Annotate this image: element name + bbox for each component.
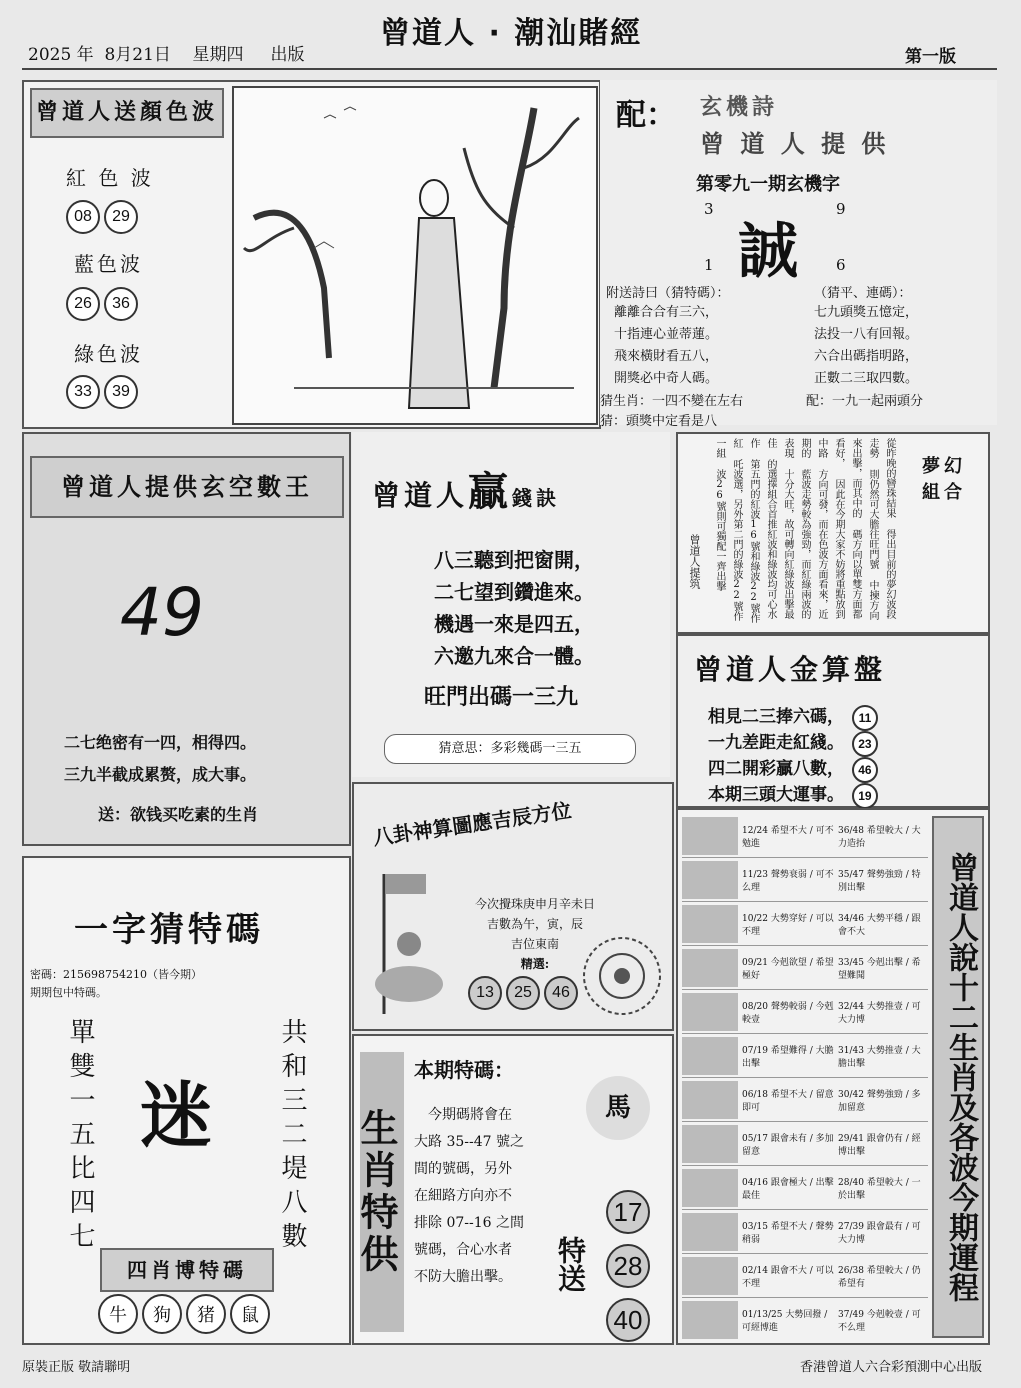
win-line: 機遇一來是四五， [434,612,594,636]
fortune: 聲勢強勁 / 多加留意 [838,1089,921,1113]
animal-icon [682,1301,738,1339]
number-ball: 11 [852,705,878,731]
xuankong-line-2: 三九半截成累赘，成大事。 [64,765,257,784]
one-char-ref: 密碼：215698754210（皆今期） [30,968,202,981]
one-char-heading: 一字猜特碼 [74,910,264,950]
number-ball: 40 [606,1298,650,1342]
win-heading-a: 曾道人 [372,479,469,512]
twelve-row [682,1210,928,1254]
number-ball: 17 [606,1190,650,1234]
warrior-icon [364,864,454,1028]
xuankong-line-1: 二七绝密有一四，相得四。 [64,733,257,752]
twelve-b: 32/44 大勢推壹 / 可大力博 [838,1001,921,1025]
fortune: 今剋較壹 / 可不么理 [838,1309,921,1333]
num: 14 [756,1265,768,1276]
twelve-rows [682,814,928,1341]
win-note-text: 多彩幾碼一三五 [490,741,582,756]
twelve-b: 30/42 聲勢強勁 / 多加留意 [838,1089,921,1113]
poem-period: 第零九一期玄機字 [696,174,840,195]
color-wave-panel [22,80,601,429]
zodiac-special-body [414,1102,524,1291]
fortune: 大勢平穩 / 跟會不大 [838,913,921,937]
footer-right: 香港曾道人六合彩預測中心出版 [800,1360,983,1375]
win-heading-b: 贏 [468,469,513,515]
num: 46 [852,913,864,924]
dream-sign: 曾道人提筑 [688,534,701,589]
num: 16 [756,1177,768,1188]
num: 40 [852,1177,864,1188]
dream-col: 方向可發，而在色波方面看來，近期的 [799,438,827,619]
animal-icon [682,1037,738,1075]
win-lines [434,544,594,672]
animal-icon [682,1213,738,1251]
poem-line: 開獎必中奇人碼。 [614,371,719,386]
animal-icon [682,905,738,943]
twelve-row [682,858,928,902]
num: 45 [852,957,864,968]
win-line: 六邀九來合一體。 [434,644,594,668]
poem-line: 法投一八有回報。 [814,327,919,342]
red-wave-label: 紅 色 波 [66,166,154,190]
win-door: 旺門出碼一三九 [424,684,579,710]
digit: 1 [704,256,714,274]
fortune: 大勢回撥 / 可經博進 [742,1309,828,1333]
num: 39 [852,1221,864,1232]
bagua-title: 八卦神算圖應吉辰方位 [371,798,573,850]
dream-col: 波26號則可獨配一齊出擊 [714,469,725,591]
twelve-a: 07/19 希望難得 / 大膽出擊 [742,1045,834,1069]
abacus-row [708,702,880,728]
num: 34 [838,913,850,924]
zodiac-special-panel [352,1034,674,1345]
abacus-row [708,728,880,754]
green-wave-label: 綠色波 [74,342,143,366]
zodiac-ball: 鼠 [230,1294,270,1334]
num: 36 [838,825,850,836]
num: 04 [742,1177,754,1188]
one-char-right-col: 共和三二堤八數 [277,1018,307,1256]
win-secret-panel [352,432,670,777]
dream-col: 十分大旺，故可轉向紅綠波出擊最佳 [765,438,793,619]
guess-zodiac: 猜生肖：一四不變在左右 [600,394,744,409]
animal-icon [682,1169,738,1207]
twelve-b: 34/46 大勢平穩 / 跟會不大 [838,913,921,937]
twelve-b: 26/38 希望較大 / 仍希望有 [838,1265,921,1289]
fortune: 跟會不大 / 可以不理 [742,1265,834,1289]
num: 35 [838,869,850,880]
one-char-panel [22,856,351,1345]
handwritten-number: 49 [120,574,204,651]
win-note-label: 猜意思： [438,741,491,756]
fortune: 希望不大 / 留意即可 [742,1089,834,1113]
dream-col: 藍波走勢較為強勁，而紅綠兩波的表現 [782,438,810,619]
blue-wave-label: 藍色波 [74,252,143,276]
twelve-row [682,902,928,946]
fortune: 跟會最有 / 可大力博 [838,1221,921,1245]
animal-icon [682,817,738,855]
num: 33 [838,957,850,968]
twelve-a: 10/22 大勢穿好 / 可以不理 [742,913,834,937]
number-ball: 36 [104,287,138,321]
abacus-row [708,780,880,806]
num: 12 [742,825,754,836]
twelve-row [682,814,928,858]
abacus-panel [676,634,990,808]
dream-col: 碼方向以單雙方面都看好， [833,438,861,619]
body-line: 在細路方向亦不 [414,1188,512,1204]
dream-col: 因此在今期大家不妨將重點放到中路 [816,438,844,619]
animal-icon [682,1125,738,1163]
twelve-a: 06/18 希望不大 / 留意即可 [742,1089,834,1113]
num: 11 [742,869,754,880]
poem-right-lines [814,302,918,390]
win-line: 八三聽到把窗開， [434,548,594,572]
num: 02 [742,1265,754,1276]
dream-title: 夢幻組合 [922,456,966,503]
twelve-a: 02/14 跟會不大 / 可以不理 [742,1265,834,1289]
poem-provider: 曾 道 人 提 供 [700,130,890,158]
animal-icon [682,1257,738,1295]
twelve-row [682,1034,928,1078]
twelve-row [682,1166,928,1210]
zodiac-special-side: 生肖特供 [360,1052,404,1332]
body-line: 排除 07--16 之間 [414,1215,524,1231]
zodiac-ball: 狗 [142,1294,182,1334]
bagua-panel [352,782,674,1031]
num: 22 [756,913,768,924]
green-wave-nums [64,375,140,409]
number-ball: 28 [606,1244,650,1288]
num: 09 [742,957,754,968]
num: 26 [838,1265,850,1276]
num: 06 [742,1089,754,1100]
twelve-b: 27/39 跟會最有 / 可大力博 [838,1221,921,1245]
num: 37 [838,1309,850,1320]
special-nums [604,1190,652,1342]
dream-columns [711,438,898,624]
poem-line: 十指連心並蒂蓮。 [614,327,719,342]
blue-wave-nums [64,287,140,321]
num: 05 [742,1133,754,1144]
fortune: 大勢推壹 / 可大力博 [838,1001,921,1025]
num: 07 [742,1045,754,1056]
num: 38 [852,1265,864,1276]
bagua-pick-label: 精選: [520,957,550,971]
twelve-row [682,990,928,1034]
abacus-text: 一九差距走紅綫。 [708,733,844,753]
poem-line: 飛來橫財看五八， [614,349,719,364]
abacus-heading: 曾道人金算盤 [694,653,887,686]
num: 31 [838,1045,850,1056]
num: 03 [742,1221,754,1232]
num: 19 [756,1045,768,1056]
number-ball: 46 [852,757,878,783]
num: 17 [756,1133,768,1144]
abacus-rows [708,702,880,806]
num: 32 [838,1001,850,1012]
masthead-rule [22,68,997,70]
num: 20 [756,1001,768,1012]
fortune: 希望較大 / 仍希望有 [838,1265,921,1289]
win-heading-c: 錢訣 [512,486,561,510]
xuankong-line-3: 送：欲钱买吃素的生肖 [98,805,259,824]
fortune: 希望難得 / 大膽出擊 [742,1045,834,1069]
digit: 9 [836,200,846,218]
num: 25 [771,1309,783,1320]
number-ball: 26 [66,287,100,321]
zodiac-animal: 馬 [586,1076,650,1140]
fortune: 今剋出擊 / 希望難聞 [838,957,921,981]
twelve-row [682,1254,928,1298]
number-ball: 46 [544,976,578,1010]
poem-line: 離離合合有三六， [614,305,719,320]
one-char-big: 迷 [140,1073,213,1158]
twelve-b: 33/45 今剋出擊 / 希望難聞 [838,957,921,981]
number-ball: 13 [468,976,502,1010]
num: 47 [852,869,864,880]
one-char-ref-2: 期期包中特碼。 [30,986,107,999]
num: 44 [852,1001,864,1012]
twelve-row [682,1078,928,1122]
num: 42 [852,1089,864,1100]
footer-left: 原裝正版 敬請聯明 [22,1360,131,1375]
num: 10 [742,913,754,924]
color-wave-heading: 曾道人送顏色波 [30,88,224,138]
dream-col: 的選擇組合首推紅波和綠波均可心水作 [748,438,776,619]
win-note [384,734,636,764]
twelve-a: 05/17 跟會未有 / 多加留意 [742,1133,834,1157]
masthead-title: 曾道人 · 潮汕賭經 [380,16,643,51]
fortune: 大勢穿好 / 可以不理 [742,913,834,937]
animal-icon [682,993,738,1031]
twelve-panel [676,808,990,1345]
date-line: 2025 年 8月21日 星期四 出版 [28,45,305,65]
num: 41 [852,1133,864,1144]
fortune: 希望較大 / 一於出擊 [838,1177,921,1201]
fortune: 希望不大 / 可不勉進 [742,825,834,849]
one-char-left-col: 單雙一五比四七 [65,1018,95,1256]
number-ball: 23 [852,731,878,757]
num: 48 [852,825,864,836]
twelve-a: 08/20 聲勢較弱 / 今剋較壹 [742,1001,834,1025]
scholar-illustration [232,86,598,425]
poem-panel [600,80,997,429]
twelve-a: 01/13/25 大勢回撥 / 可經博進 [742,1309,828,1333]
twelve-side: 曾道人說十二生肖及各波今期運程 [932,816,984,1338]
zodiac-ball: 牛 [98,1294,138,1334]
animal-icon [682,861,738,899]
dream-col: 第五門的紅波16號和綠波22號作紅 [731,438,759,623]
body-line: 號碼，合心水者 [414,1242,512,1258]
bagua-line: 今次攪珠庚申月辛未日 [474,897,595,911]
twelve-b: 36/48 希望較大 / 大力造抬 [838,825,921,849]
twelve-a: 12/24 希望不大 / 可不勉進 [742,825,834,849]
num: 49 [852,1309,864,1320]
dream-col: 吒波選，另外第二門的綠波22號作一組 [714,438,742,621]
num: 18 [756,1089,768,1100]
twelve-row [682,1298,928,1341]
fortune: 希望較大 / 大力造抬 [838,825,921,849]
zodiac-special-heading: 本期特碼： [414,1058,514,1082]
pei-label: 配： [616,98,676,133]
animal-icon [682,1081,738,1119]
dream-panel [676,432,990,634]
twelve-b: 29/41 跟會仍有 / 經博出擊 [838,1133,921,1157]
animal-icon [682,949,738,987]
digit: 6 [836,256,846,274]
twelve-b: 37/49 今剋較壹 / 可不么理 [838,1309,921,1333]
fortune: 跟會未有 / 多加留意 [742,1133,834,1157]
num: 28 [838,1177,850,1188]
four-zodiac [96,1294,272,1334]
twelve-a: 11/23 聲勢衰弱 / 可不么理 [742,869,834,893]
fortune: 聲勢強勁 / 特別出擊 [838,869,921,893]
dream-col: 中揀方向來出擊，而其中的 [850,438,878,620]
number-ball: 25 [506,976,540,1010]
number-ball: 33 [66,375,100,409]
pei2: 配：一九一起兩頭分 [806,394,924,409]
red-wave-nums [64,200,140,234]
twelve-row [682,946,928,990]
fortune: 大勢推壹 / 大膽出擊 [838,1045,921,1069]
number-ball: 19 [852,783,878,809]
masthead [0,0,1021,80]
four-zodiac-title: 四肖博特碼 [100,1248,274,1292]
twelve-b: 28/40 希望較大 / 一於出擊 [838,1177,921,1201]
fortune: 跟會極大 / 出擊最佳 [742,1177,834,1201]
num: 13 [756,1309,768,1320]
body-line: 間的號碼，另外 [414,1161,512,1177]
big-character: 誠 [738,217,798,287]
fortune: 今剋欲望 / 希望極好 [742,957,834,981]
xuankong-panel [22,432,351,846]
poem-line: 七九頭獎五憶定， [814,305,919,320]
twelve-a: 09/21 今剋欲望 / 希望極好 [742,957,834,981]
poem-subtitle: 玄機詩 [700,95,779,120]
dream-col: 得出目前的夢幻波段走勢 [867,438,895,619]
num: 43 [852,1045,864,1056]
digit: 3 [704,200,714,218]
poem-right-head: （猜平、連碼）： [814,286,912,301]
edition-label: 第一版 [905,47,956,67]
abacus-text: 本期三頭大運事。 [708,785,844,805]
twelve-b: 35/47 聲勢強勁 / 特別出擊 [838,869,921,893]
win-line: 二七望到鑽進來。 [434,580,594,604]
guess-2: 猜：頭獎中定看是八 [600,414,718,429]
num: 24 [756,825,768,836]
fortune: 跟會仍有 / 經博出擊 [838,1133,921,1157]
number-ball: 08 [66,200,100,234]
poem-left-lines [614,302,718,390]
num: 27 [838,1221,850,1232]
win-heading [372,460,560,517]
num: 01 [742,1309,754,1320]
bagua-line: 吉數為午，寅，辰 [486,917,583,931]
num: 30 [838,1089,850,1100]
body-line: 不防大膽出擊。 [414,1269,512,1285]
abacus-text: 相見二三捧六碼， [708,707,844,727]
body-line: 今期碼將會在 [428,1107,512,1123]
bagua-nums [466,976,580,1010]
poem-line: 正數二三取四數。 [814,371,919,386]
fortune: 聲勢較弱 / 今剋較壹 [742,1001,834,1025]
num: 29 [838,1133,850,1144]
twelve-a: 04/16 跟會極大 / 出擊最佳 [742,1177,834,1201]
xuankong-heading: 曾道人提供玄空數王 [30,456,344,518]
num: 15 [756,1221,768,1232]
poem-left-head: 附送詩曰（猜特碼）： [606,286,730,301]
body-line: 大路 35--47 號之 [414,1134,524,1150]
fortune: 希望不大 / 聲勢稍弱 [742,1221,834,1245]
num: 08 [742,1001,754,1012]
abacus-text: 四二開彩贏八數， [708,759,844,779]
number-ball: 29 [104,200,138,234]
num: 23 [756,869,768,880]
twelve-a: 03/15 希望不大 / 聲勢稍弱 [742,1221,834,1245]
bagua-compass-icon [580,934,664,1022]
bagua-line: 吉位東南 [510,937,559,951]
number-ball: 39 [104,375,138,409]
twelve-row [682,1122,928,1166]
zodiac-ball: 猪 [186,1294,226,1334]
twelve-b: 31/43 大勢推壹 / 大膽出擊 [838,1045,921,1069]
dream-col: 則仍然可大膽往旺門號 [867,469,878,569]
poem-line: 六合出碼指明路， [814,349,919,364]
special-send: 特送 [554,1236,587,1292]
abacus-row [708,754,880,780]
dream-col: 從昨晚的曫珠結果 [884,438,895,518]
fortune: 聲勢衰弱 / 可不么理 [742,869,834,893]
num: 21 [756,957,768,968]
